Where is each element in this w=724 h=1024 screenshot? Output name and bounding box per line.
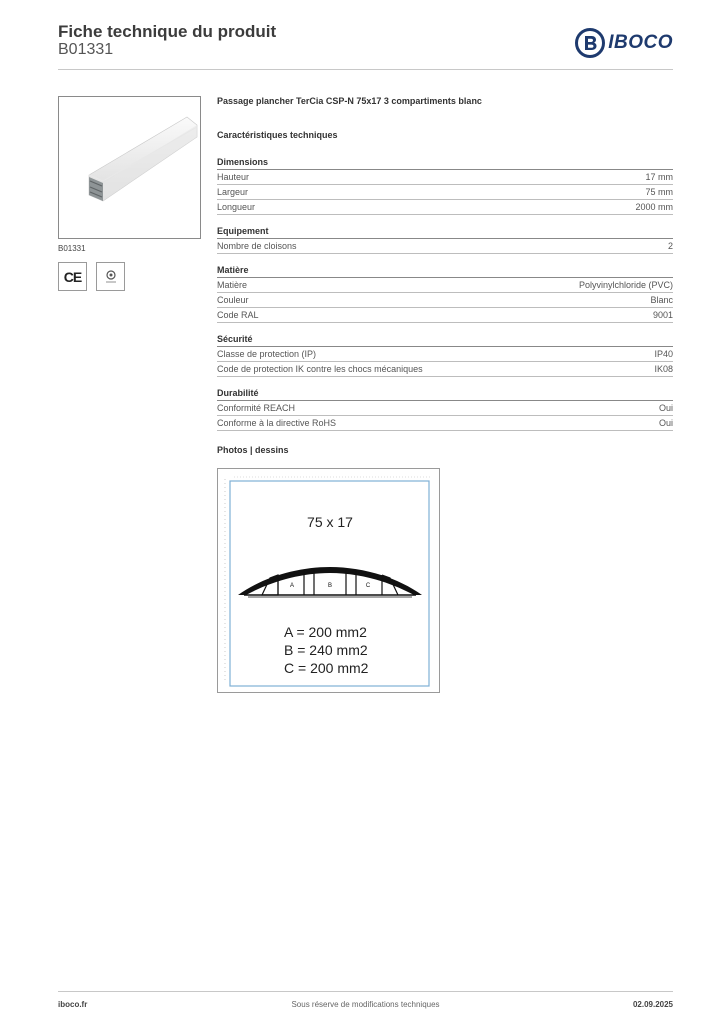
area-c-text: C = 200 mm2 xyxy=(284,660,369,676)
section-title: Sécurité xyxy=(217,333,673,347)
section-matiere xyxy=(217,264,673,323)
spec-value: 9001 xyxy=(652,310,673,320)
spec-value: 2000 mm xyxy=(635,202,673,212)
spec-content xyxy=(217,96,673,455)
section-title: Matière xyxy=(217,264,673,278)
compartment-b-label: B xyxy=(327,583,333,589)
spec-row xyxy=(217,200,673,215)
spec-value: 17 mm xyxy=(645,172,673,182)
spec-row xyxy=(217,347,673,362)
spec-value: 2 xyxy=(667,241,673,251)
footer-website: iboco.fr xyxy=(58,1000,88,1009)
spec-row xyxy=(217,170,673,185)
spec-value: IP40 xyxy=(654,349,673,359)
spec-row xyxy=(217,401,673,416)
spec-value: IK08 xyxy=(654,364,673,374)
cable-duct-illustration xyxy=(59,97,200,238)
spec-row xyxy=(217,308,673,323)
spec-label: Code de protection IK contre les chocs mécaniques xyxy=(217,364,423,374)
spec-value: Polyvinylchloride (PVC) xyxy=(578,280,673,290)
page-header xyxy=(58,20,673,70)
page-footer xyxy=(58,991,673,1015)
spec-row xyxy=(217,416,673,431)
spec-row xyxy=(217,293,673,308)
section-securite xyxy=(217,333,673,377)
product-code: B01331 xyxy=(58,41,114,58)
spec-row xyxy=(217,239,673,254)
spec-label: Conforme à la directive RoHS xyxy=(217,418,337,428)
spec-label: Matière xyxy=(217,280,248,290)
image-caption: B01331 xyxy=(58,244,86,253)
footer-disclaimer: Sous réserve de modifications techniques xyxy=(291,1000,440,1009)
spec-label: Longueur xyxy=(217,202,256,212)
spec-label: Classe de protection (IP) xyxy=(217,349,317,359)
certification-badge-icon xyxy=(96,262,125,291)
ce-mark-icon xyxy=(58,262,87,291)
spec-label: Code RAL xyxy=(217,310,259,320)
spec-label: Largeur xyxy=(217,187,249,197)
area-b-text: B = 240 mm2 xyxy=(284,642,368,658)
section-title: Durabilité xyxy=(217,387,673,401)
logo-wordmark: IBOCO xyxy=(608,32,673,53)
section-title: Equipement xyxy=(217,225,673,239)
product-photo xyxy=(58,96,201,239)
ce-mark-text: CE xyxy=(63,268,82,285)
spec-row xyxy=(217,185,673,200)
spec-label: Nombre de cloisons xyxy=(217,241,297,251)
spec-row xyxy=(217,362,673,377)
technical-drawing xyxy=(217,468,440,693)
brand-logo xyxy=(575,28,673,58)
spec-label: Couleur xyxy=(217,295,249,305)
iboco-logo-icon xyxy=(575,28,605,58)
compartment-a-label: A xyxy=(289,583,295,589)
spec-value: Blanc xyxy=(650,295,673,305)
drawing-dimensions: 75 x 17 xyxy=(307,514,353,530)
spec-value: Oui xyxy=(658,403,673,413)
section-equipement xyxy=(217,225,673,254)
area-a-text: A = 200 mm2 xyxy=(284,624,367,640)
photos-title: Photos | dessins xyxy=(217,445,289,455)
spec-row xyxy=(217,278,673,293)
spec-label: Hauteur xyxy=(217,172,250,182)
spec-value: 75 mm xyxy=(645,187,673,197)
footer-date: 02.09.2025 xyxy=(632,1000,673,1009)
compartment-c-label: C xyxy=(365,583,371,589)
spec-value: Oui xyxy=(658,418,673,428)
cross-section-drawing xyxy=(218,469,439,692)
product-name: Passage plancher TerCia CSP-N 75x17 3 compartiments blanc xyxy=(217,96,482,106)
document-title: Fiche technique du produit xyxy=(58,22,277,41)
section-dimensions xyxy=(217,156,673,215)
section-durabilite xyxy=(217,387,673,431)
tech-heading: Caractéristiques techniques xyxy=(217,130,338,140)
spec-label: Conformité REACH xyxy=(217,403,296,413)
section-title: Dimensions xyxy=(217,156,673,170)
